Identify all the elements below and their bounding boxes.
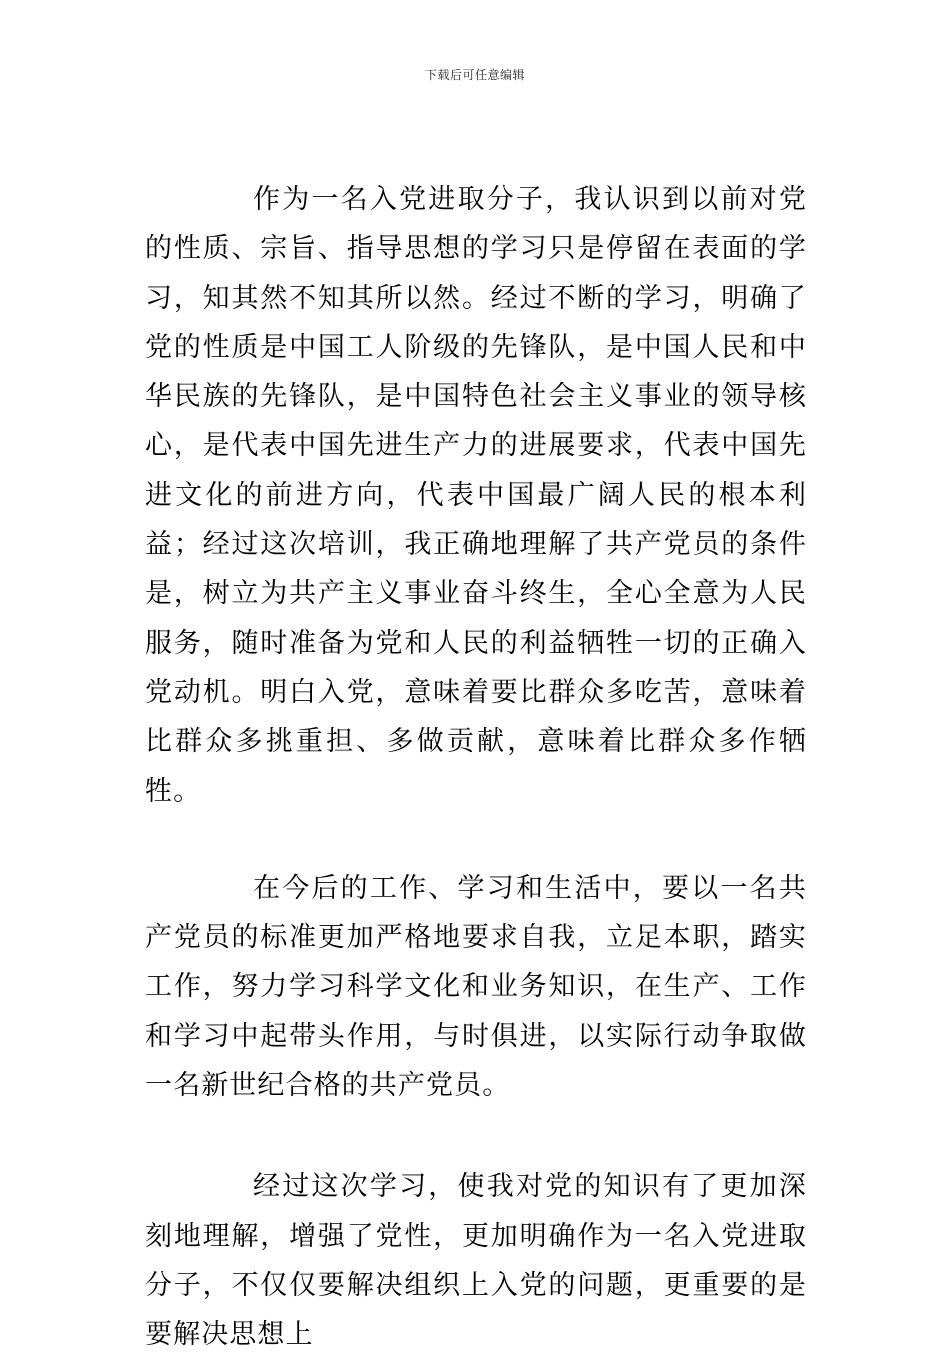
paragraph-3: 经过这次学习，使我对党的知识有了更加深刻地理解，增强了党性，更加明确作为一名入党进取分子，不仅仅要解决组织上入党的问题，更重要的是要解决思想上 bbox=[145, 1171, 807, 1351]
paragraph-1: 作为一名入党进取分子，我认识到以前对党的性质、宗旨、指导思想的学习只是停留在表面的学习，知其然不知其所以然。经过不断的学习，明确了党的性质是中国工人阶级的先锋队，是中国人民和中华民族的先锋队，是中国特色社会主义事业的领导核心，是代表中国先进生产力的进展要求，代表中国先进文化的前进方向，代表中国最广阔人民的根本利益；经过这次培训，我正确地理解了共产党员的条件是，树立为共产主义事业奋斗终生，全心全意为人民服务，随时准备为党和人民的利益牺牲一切的正确入党动机。明白入党，意味着要比群众多吃苦，意味着比群众多挑重担、多做贡献，意味着比群众多作牺牲。 bbox=[145, 184, 807, 807]
paragraph-2: 在今后的工作、学习和生活中，要以一名共产党员的标准更加严格地要求自我，立足本职，踏实工作，努力学习科学文化和业务知识，在生产、工作和学习中起带头作用，与时俱进，以实际行动争取做一名新世纪合格的共产党员。 bbox=[145, 872, 807, 1102]
document-body bbox=[145, 175, 807, 1360]
header-note: 下载后可任意编辑 bbox=[424, 68, 525, 82]
